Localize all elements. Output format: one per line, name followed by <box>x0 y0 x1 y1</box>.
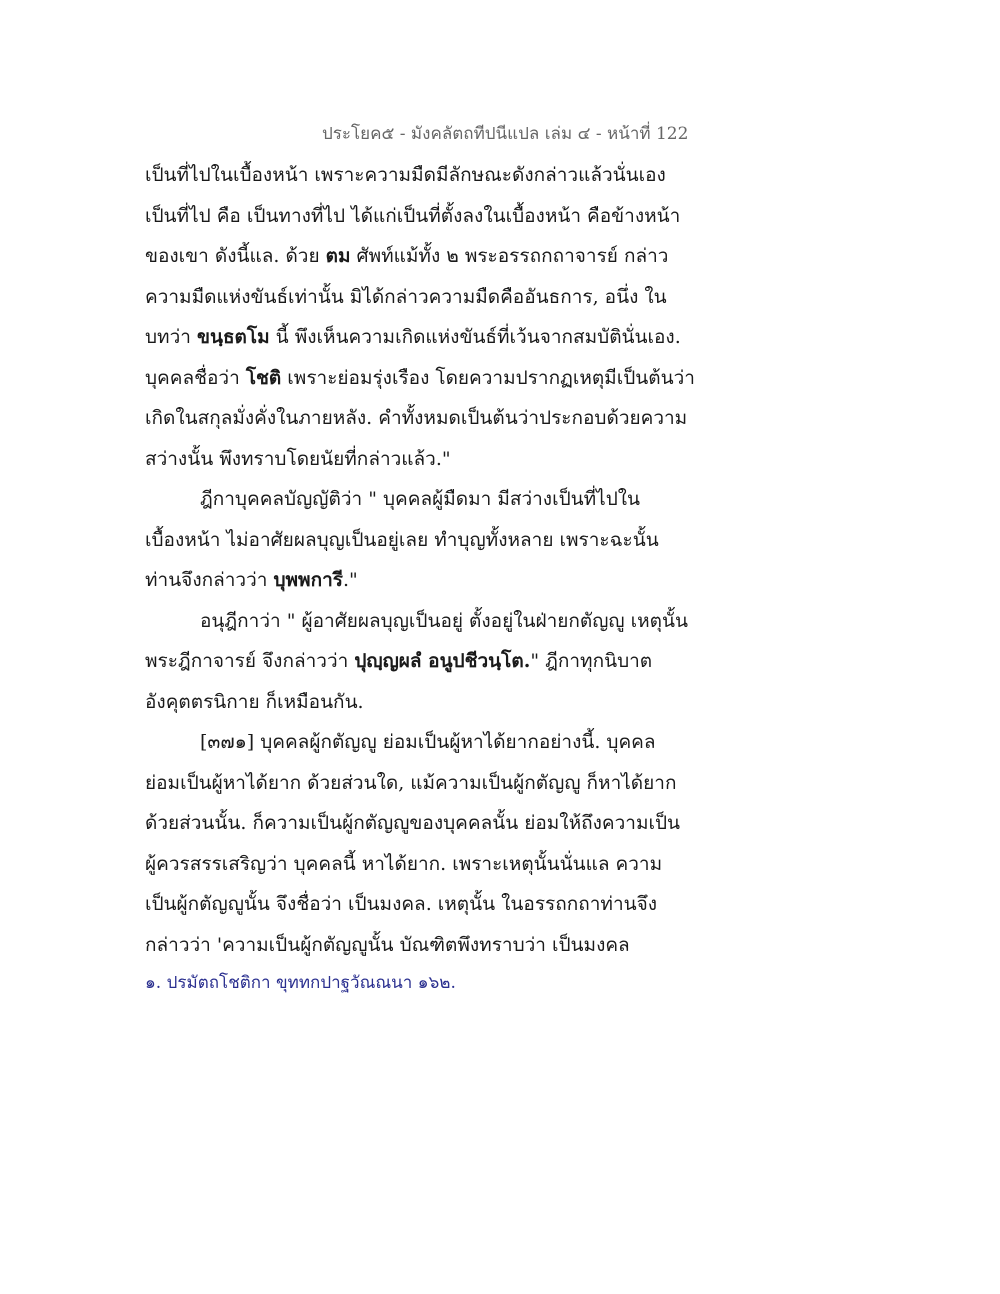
text-line: ความมืดแห่งขันธ์เท่านั้น มิได้กล่าวความมืดคืออันธการ, อนึ่ง ใน <box>145 285 667 308</box>
text-line: อนุฎีกาว่า " ผู้อาศัยผลบุญเป็นอยู่ ตั้งอยู่ในฝ่ายกตัญญู เหตุนั้น <box>200 609 688 632</box>
bold-term: ตม <box>325 245 351 267</box>
text-line: เป็นที่ไปในเบื้องหน้า เพราะความมืดมีลักษณะดังกล่าวแล้วนั่นเอง <box>145 164 666 186</box>
text-line: ย่อมเป็นผู้หาได้ยาก ด้วยส่วนใด, แม้ความเป็นผู้กตัญญู ก็หาได้ยาก <box>145 771 677 794</box>
bold-term: ปุญฺญผลํ อนูปชีวนฺโต. <box>354 650 531 672</box>
text-line: เป็นที่ไป คือ เป็นทางที่ไป ได้แก่เป็นที่ตั้งลงในเบื้องหน้า คือข้างหน้า <box>145 204 681 227</box>
page-header: ประโยค๕ - มังคลัตถทีปนีแปล เล่ม ๔ - หน้าที่ 122 <box>322 124 689 144</box>
text-line: ท่านจึงกล่าวว่า บุพพการี." <box>145 569 358 591</box>
text-line: อังคุตตรนิกาย ก็เหมือนกัน. <box>145 690 364 713</box>
text-line: กล่าวว่า 'ความเป็นผู้กตัญญูนั้น บัณฑิตพึงทราบว่า เป็นมงคล <box>145 933 630 956</box>
text-line: ฎีกาบุคคลบัญญัติว่า " บุคคลผู้มืดมา มีสว่างเป็นที่ไปใน <box>200 488 641 510</box>
text-line: ด้วยส่วนนั้น. ก็ความเป็นผู้กตัญญูของบุคคลนั้น ย่อมให้ถึงความเป็น <box>145 812 681 834</box>
text-line: บุคคลชื่อว่า โชติ เพราะย่อมรุ่งเรือง โดยความปรากฏเหตุมีเป็นต้นว่า <box>145 366 695 389</box>
text-line: [๓๗๑] บุคคลผู้กตัญญู ย่อมเป็นผู้หาได้ยากอย่างนี้. บุคคล <box>200 731 656 753</box>
footnote: ๑. ปรมัตถโชติกา ขุททกปาฐวัณณนา ๑๖๒. <box>145 973 456 993</box>
text-line: เป็นผู้กตัญญูนั้น จึงชื่อว่า เป็นมงคล. เหตุนั้น ในอรรถกถาท่านจึง <box>145 893 658 915</box>
bold-term: บุพพการี <box>273 569 343 591</box>
bold-term: โชติ <box>245 366 282 389</box>
text-line: บทว่า ขนฺธตโม นี้ พึงเห็นความเกิดแห่งขันธ์ที่เว้นจากสมบัตินั่นเอง. <box>145 326 681 348</box>
text-line: สว่างนั้น พึงทราบโดยนัยที่กล่าวแล้ว." <box>145 447 451 470</box>
text-line: พระฎีกาจารย์ จึงกล่าวว่า ปุญฺญผลํ อนูปชีวนฺโต." ฎีกาทุกนิบาต <box>145 650 653 672</box>
body-text <box>145 155 725 1001</box>
text-line: เบื้องหน้า ไม่อาศัยผลบุญเป็นอยู่เลย ทำบุญทั้งหลาย เพราะฉะนั้น <box>145 528 659 551</box>
text-line: เกิดในสกุลมั่งคั่งในภายหลัง. คำทั้งหมดเป็นต้นว่าประกอบด้วยความ <box>145 407 688 429</box>
text-line: ผู้ควรสรรเสริญว่า บุคคลนี้ หาได้ยาก. เพราะเหตุนั้นนั่นแล ความ <box>145 852 663 875</box>
bold-term: ขนฺธตโม <box>196 326 270 348</box>
text-line: ของเขา ดังนี้แล. ด้วย ตม ศัพท์แม้ทั้ง ๒ พระอรรถกถาจารย์ กล่าว <box>145 245 669 267</box>
